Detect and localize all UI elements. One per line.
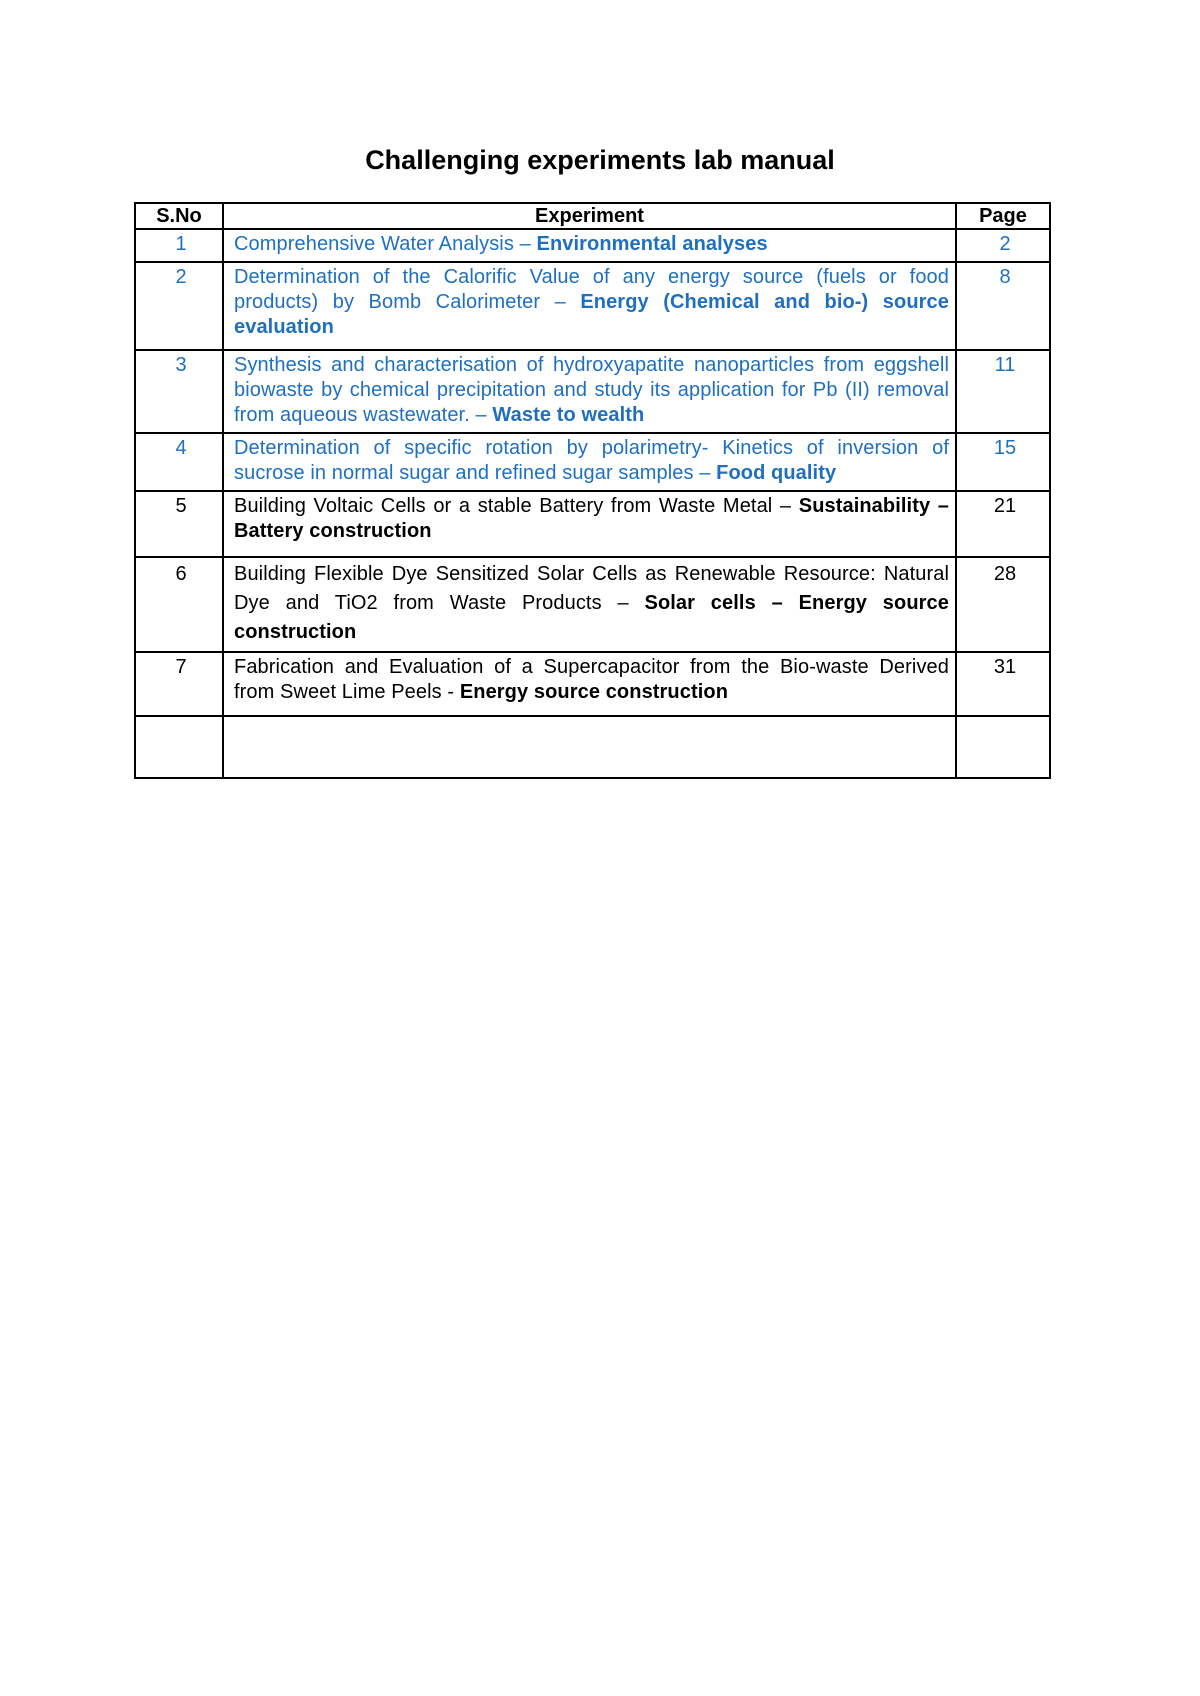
experiment-title: Determination of specific rotation by polarimetry- Kinetics of inversion of sucrose in normal sugar and refined sugar samples – bbox=[234, 437, 949, 484]
empty-cell bbox=[956, 716, 1050, 778]
row-experiment[interactable] bbox=[223, 350, 956, 433]
header-sno: S.No bbox=[135, 203, 223, 229]
experiment-title: Synthesis and characterisation of hydroxyapatite nanoparticles from eggshell biowaste by chemical precipitation and study its application for Pb (II) removal from aqueous wastewater. – bbox=[234, 354, 949, 426]
row-page: 2 bbox=[956, 229, 1050, 262]
experiment-category: Energy (Chemical and bio-) source evaluation bbox=[234, 291, 949, 338]
row-experiment[interactable] bbox=[223, 557, 956, 652]
row-page: 31 bbox=[956, 652, 1050, 716]
page-title: Challenging experiments lab manual bbox=[365, 145, 835, 175]
row-experiment[interactable] bbox=[223, 433, 956, 491]
row-sno: 5 bbox=[135, 491, 223, 557]
row-experiment[interactable] bbox=[223, 491, 956, 557]
table-row[interactable] bbox=[135, 652, 1050, 716]
experiment-category: Food quality bbox=[716, 462, 837, 484]
table-row[interactable] bbox=[135, 350, 1050, 433]
experiment-title: Determination of the Calorific Value of any energy source (fuels or food products) by Bomb Calorimeter – bbox=[234, 266, 949, 313]
empty-cell bbox=[223, 716, 956, 778]
table-row-empty bbox=[135, 716, 1050, 778]
row-experiment[interactable] bbox=[223, 652, 956, 716]
contents-table bbox=[134, 202, 1051, 779]
header-page: Page bbox=[956, 203, 1050, 229]
table-header-row bbox=[135, 203, 1050, 229]
row-sno: 4 bbox=[135, 433, 223, 491]
table-row[interactable] bbox=[135, 557, 1050, 652]
row-experiment[interactable] bbox=[223, 229, 956, 262]
row-page: 15 bbox=[956, 433, 1050, 491]
row-page: 21 bbox=[956, 491, 1050, 557]
header-experiment: Experiment bbox=[223, 203, 956, 229]
table-row[interactable] bbox=[135, 229, 1050, 262]
empty-cell bbox=[135, 716, 223, 778]
row-sno: 3 bbox=[135, 350, 223, 433]
row-experiment[interactable] bbox=[223, 262, 956, 350]
row-sno: 2 bbox=[135, 262, 223, 350]
experiment-title: Building Flexible Dye Sensitized Solar Cells as Renewable Resource: Natural Dye and TiO2 from Waste Products – bbox=[234, 563, 949, 614]
row-page: 11 bbox=[956, 350, 1050, 433]
experiment-title: Fabrication and Evaluation of a Supercapacitor from the Bio-waste Derived from Sweet Lime Peels - bbox=[234, 656, 949, 703]
experiment-title: Building Voltaic Cells or a stable Battery from Waste Metal – bbox=[234, 495, 799, 517]
row-sno: 7 bbox=[135, 652, 223, 716]
row-sno: 1 bbox=[135, 229, 223, 262]
row-page: 28 bbox=[956, 557, 1050, 652]
experiment-category: Environmental analyses bbox=[536, 233, 768, 255]
table-row[interactable] bbox=[135, 491, 1050, 557]
row-page: 8 bbox=[956, 262, 1050, 350]
experiment-category: Solar cells – Energy source construction bbox=[234, 592, 949, 643]
experiment-category: Energy source construction bbox=[459, 681, 729, 703]
experiment-category: Waste to wealth bbox=[492, 404, 645, 426]
row-sno: 6 bbox=[135, 557, 223, 652]
table-row[interactable] bbox=[135, 262, 1050, 350]
experiment-title: Comprehensive Water Analysis – bbox=[234, 233, 537, 255]
table-row[interactable] bbox=[135, 433, 1050, 491]
experiment-category: Sustainability – Battery construction bbox=[234, 495, 949, 542]
